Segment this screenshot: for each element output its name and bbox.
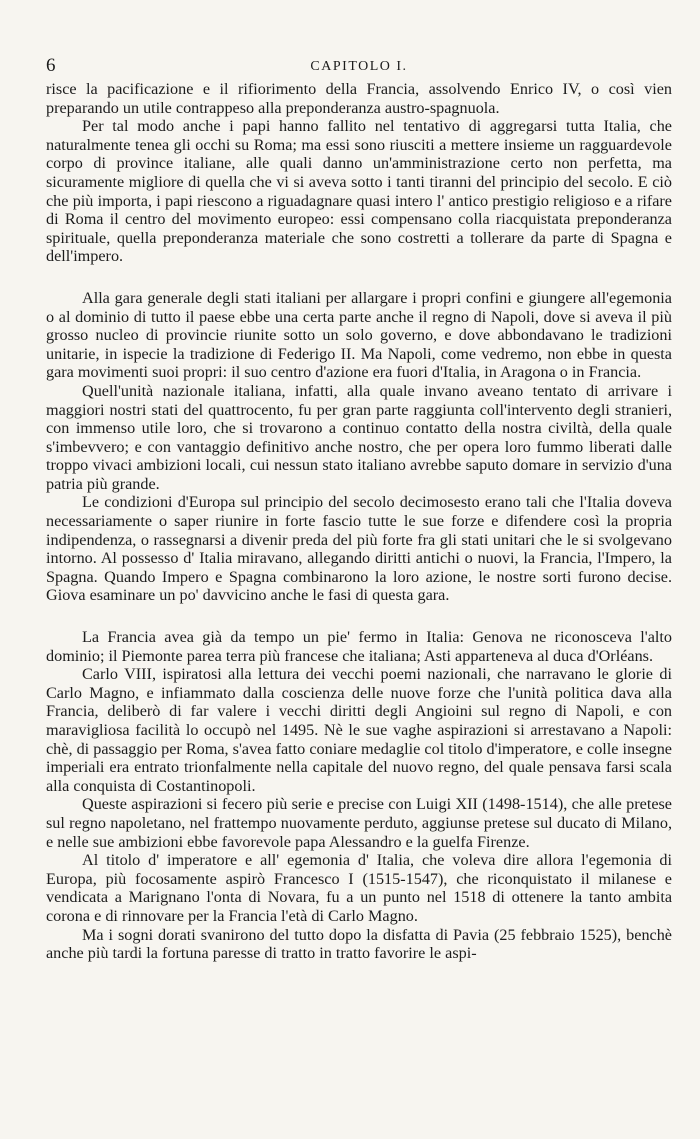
- page-number: 6: [46, 55, 56, 76]
- chapter-title: CAPITOLO I.: [310, 59, 408, 74]
- body-text: [46, 80, 672, 963]
- paragraph-9: Al titolo d' imperatore e all' egemonia d' Italia, che voleva dire allora l'egemonia di Europa, più focosamente aspirò Francesco I (1515-1547), che riconquistato il milanese e vendicata a Marignano l'onta di Novara, fu a un punto nel 1518 di ottenere la tanto ambita corona e di rinnovare per la Francia l'età di Carlo Magno.: [46, 851, 672, 925]
- paragraph-1: risce la pacificazione e il rifiorimento della Francia, assolvendo Enrico IV, o così vien preparando un utile contrappeso alla preponderanza austro-spagnuola.: [46, 80, 672, 117]
- paragraph-5: Le condizioni d'Europa sul principio del secolo decimosesto erano tali che l'Italia doveva necessariamente o saper riunire in forte fascio tutte le sue forze e difendere così la propria indipendenza, o rassegnarsi a divenir preda del più forte fra gli stati unitari che le si svolgevano intorno. Al possesso d' Italia miravano, allegando diritti antichi o nuovi, la Francia, l'Impero, la Spagna. Quando Impero e Spagna combinarono la loro azione, le nostre sorti furono decise. Giova esaminare un po' davvicino anche le fasi di questa gara.: [46, 493, 672, 605]
- paragraph-8: Queste aspirazioni si fecero più serie e precise con Luigi XII (1498-1514), che alle pretese sul regno napoletano, nel frattempo nuovamente perduto, aggiunse pretese sul ducato di Milano, e nelle sue ambizioni ebbe favorevole papa Alessandro e la guelfa Firenze.: [46, 795, 672, 851]
- paragraph-3: Alla gara generale degli stati italiani per allargare i propri confini e giungere all'egemonia o al dominio di tutto il paese ebbe una certa parte anche il regno di Napoli, dove si aveva il più grosso nucleo di provincie riunite sotto un solo governo, e dove abbondavano le tradizioni unitarie, in ispecie la tradizione di Federigo II. Ma Napoli, come vedremo, non ebbe in questa gara movimenti suoi propri: il suo centro d'azione era fuori d'Italia, in Aragona o in Francia.: [46, 288, 672, 382]
- paragraph-4: Quell'unità nazionale italiana, infatti, alla quale invano aveano tentato di arrivare i maggiori nostri stati del quattrocento, fu per gran parte raggiunta coll'intervento degli stranieri, con immenso utile loro, che si trovarono a continuo contatto della nostra civiltà, della quale s'imbevvero; e con vantaggio definitivo anche nostro, che per opera loro fummo liberati dalle troppo vivaci ambizioni locali, cui nessun stato italiano avrebbe saputo domare in servizio d'una patria più grande.: [46, 381, 672, 493]
- running-head: [46, 55, 672, 77]
- paragraph-6: La Francia avea già da tempo un pie' fermo in Italia: Genova ne riconosceva l'alto dominio; il Piemonte parea terra più francese che italiana; Asti apparteneva al duca d'Orléans.: [46, 628, 672, 665]
- paragraph-2: Per tal modo anche i papi hanno fallito nel tentativo di aggregarsi tutta Italia, che naturalmente tenea gli occhi su Roma; ma essi sono riusciti a mettere insieme un ragguardevole corpo di province italiane, alle quali danno un'amministrazione certo non perfetta, ma sicuramente migliore di quella che vi si aveva sotto i tanti tiranni del principio del secolo. E ciò che più importa, i papi riescono a riguadagnare quasi intero l' antico prestigio religioso e a rifare di Roma il centro del movimento europeo: essi compensano colla riacquistata preponderanza spirituale, quella preponderanza materiale che sono costretti a tollerare da parte di Spagna e dell'impero.: [46, 117, 672, 266]
- paragraph-10: Ma i sogni dorati svanirono del tutto dopo la disfatta di Pavia (25 febbraio 1525), benchè anche più tardi la fortuna paresse di tratto in tratto favorire le aspi-: [46, 925, 672, 963]
- paragraph-7: Carlo VIII, ispiratosi alla lettura dei vecchi poemi nazionali, che narravano le glorie di Carlo Magno, e infiammato dalla coscienza delle nuove forze che l'unità politica dava alla Francia, deliberò di far valere i vecchi diritti degli Angioini sul regno di Napoli, e con maravigliosa facilità lo occupò nel 1495. Nè le sue vaghe aspirazioni si arrestavano a Napoli: chè, di passaggio per Roma, s'avea fatto coniare medaglie col titolo d'imperatore, e colle insegne imperiali era entrato trionfalmente nella capitale del nuovo regno, del quale pensava farsi scala alla conquista di Costantinopoli.: [46, 665, 672, 795]
